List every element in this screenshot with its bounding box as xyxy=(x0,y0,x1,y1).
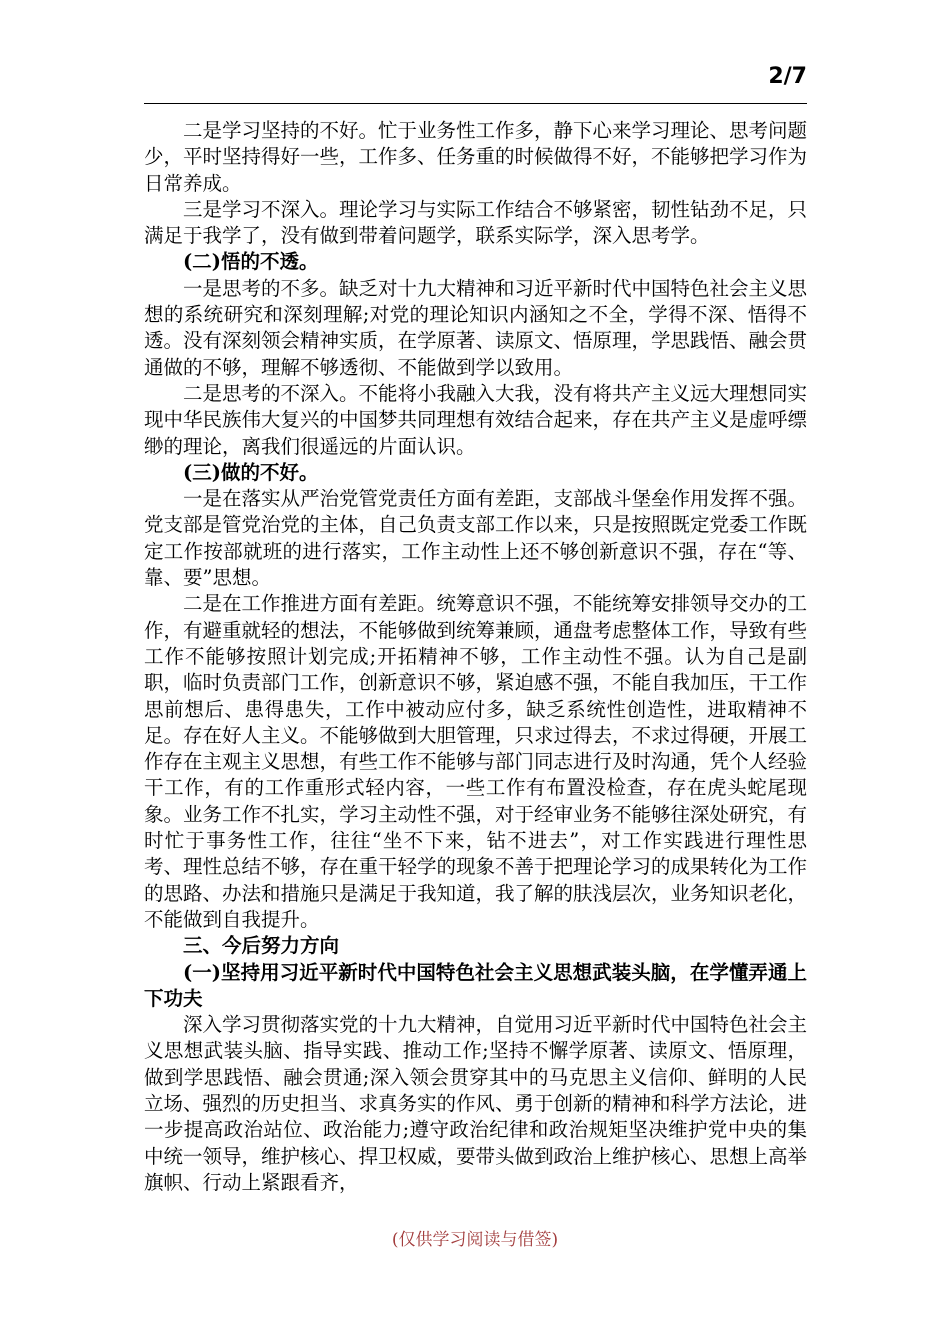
document-body xyxy=(144,118,807,1196)
section-heading: 三、今后努力方向 xyxy=(183,934,340,958)
body-paragraph: 一是思考的不多。缺乏对十九大精神和习近平新时代中国特色社会主义思想的系统研究和深刻理解;对党的理论知识内涵知之不全，学得不深、悟得不透。没有深刻领会精神实质，在学原著、读原文、悟原理，学思践悟、融会贯通做的不够，理解不够透彻、不能做到学以致用。 xyxy=(144,276,808,379)
header-divider xyxy=(144,103,807,104)
body-paragraph: 二是在工作推进方面有差距。统筹意识不强，不能统筹安排领导交办的工作，有避重就轻的想法，不能够做到统筹兼顾，通盘考虑整体工作，导致有些工作不能够按照计划完成;开拓精神不够，工作主动性不强。认为自己是副职，临时负责部门工作，创新意识不够，紧迫感不强，不能自我加压，干工作思前想后、患得患失，工作中被动应付多，缺乏系统性创造性，进取精神不足。存在好人主义。不能够做到大胆管理，只求过得去，不求过得硬，开展工作存在主观主义思想，有些工作不能够与部门同志进行及时沟通，凭个人经验干工作，有的工作重形式轻内容，一些工作有布置没检查，存在虎头蛇尾现象。业务工作不扎实，学习主动性不强，对于经审业务不能够往深处研究，有时忙于事务性工作，往往“坐不下来，钻不进去”，对工作实践进行理性思考、理性总结不够，存在重干轻学的现象不善于把理论学习的成果转化为工作的思路、办法和措施只是满足于我知道，我了解的肤浅层次，业务知识老化，不能做到自我提升。 xyxy=(144,592,808,931)
body-paragraph: 一是在落实从严治党管党责任方面有差距，支部战斗堡垒作用发挥不强。党支部是管党治党的主体，自己负责支部工作以来，只是按照既定党委工作既定工作按部就班的进行落实，工作主动性上还不够创新意识不强，存在“等、靠、要”思想。 xyxy=(144,487,808,590)
body-paragraph: 深入学习贯彻落实党的十九大精神，自觉用习近平新时代中国特色社会主义思想武装头脑、指导实践、推动工作;坚持不懈学原著、读原文、悟原理，做到学思践悟、融会贯通;深入领会贯穿其中的马克思主义信仰、鲜明的人民立场、强烈的历史担当、求真务实的作风、勇于创新的精神和科学方法论，进一步提高政治站位、政治能力;遵守政治纪律和政治规矩坚决维护党中央的集中统一领导，维护核心、捍卫权威，要带头做到政治上维护核心、思想上高举旗帜、行动上紧跟看齐， xyxy=(144,1013,808,1194)
body-paragraph: 三是学习不深入。理论学习与实际工作结合不够紧密，韧性钻劲不足，只满足于我学了，没有做到带着问题学，联系实际学，深入思考学。 xyxy=(144,197,808,248)
page-number: 2/7 xyxy=(768,64,807,89)
section-heading: (二)悟的不透。 xyxy=(183,250,319,274)
footer-note: (仅供学习阅读与借签) xyxy=(391,1230,559,1250)
body-paragraph: 二是思考的不深入。不能将小我融入大我，没有将共产主义远大理想同实现中华民族伟大复兴的中国梦共同理想有效结合起来，存在共产主义是虚呼缥缈的理论，离我们很遥远的片面认识。 xyxy=(144,381,808,458)
body-paragraph: 二是学习坚持的不好。忙于业务性工作多，静下心来学习理论、思考问题少，平时坚持得好一些，工作多、任务重的时候做得不好，不能够把学习作为日常养成。 xyxy=(144,119,808,195)
subsection-heading: (一)坚持用习近平新时代中国特色社会主义思想武装头脑，在学懂弄通上下功夫 xyxy=(144,960,807,1010)
section-heading: (三)做的不好。 xyxy=(183,460,319,484)
